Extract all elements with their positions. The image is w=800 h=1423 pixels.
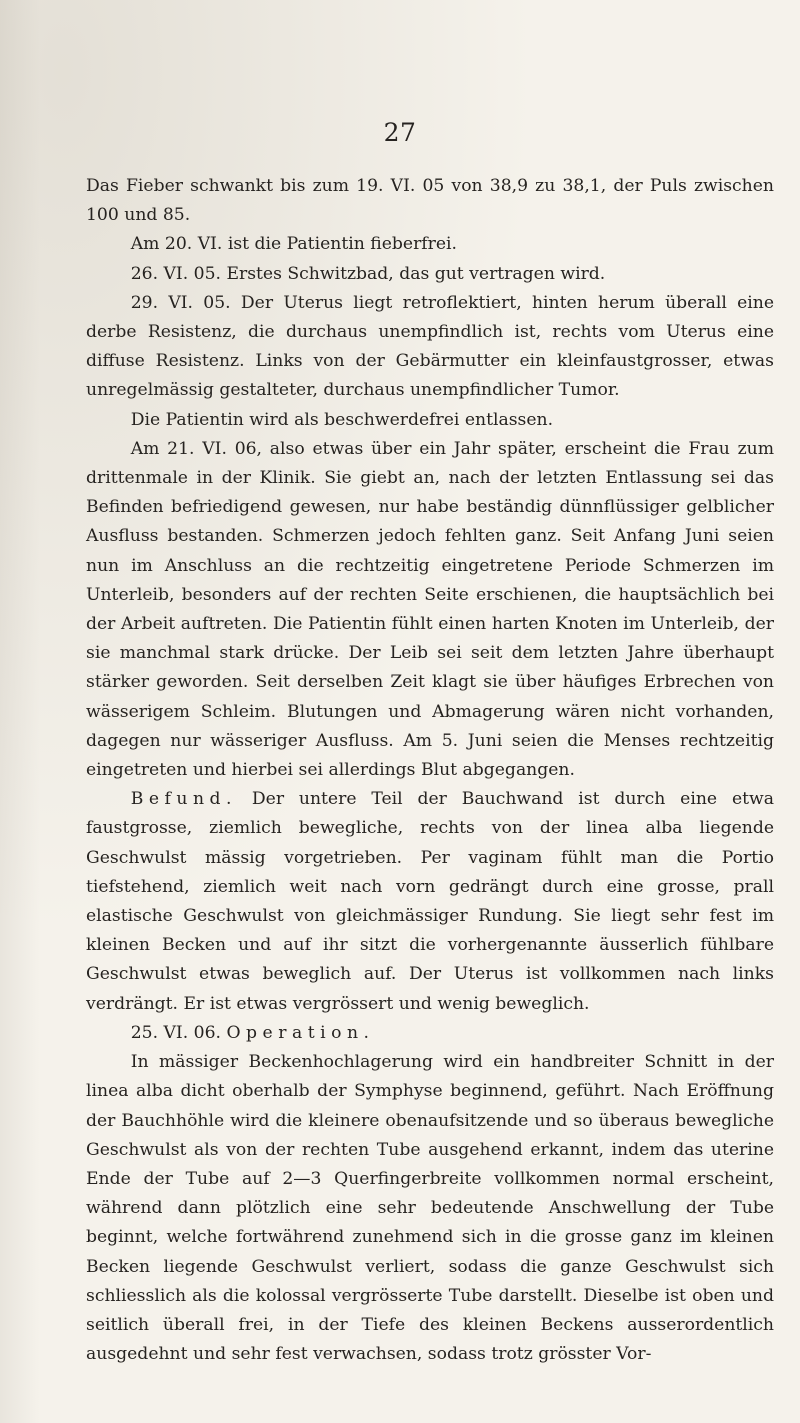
paragraph-text: Das Fieber schwankt bis zum 19. VI. 05 von 38,9 zu 38,1, der Puls zwischen 100 und 85. (86, 176, 774, 226)
paragraph-text: 29. VI. 05. Der Uterus liegt retroflektiert, hinten herum überall eine derbe Resistenz, die durchaus unempfindlich ist, rechts vom Uterus eine diffuse Resistenz. Links von der Gebärmutter ein kleinfaustgrosser, etwas unregelmässig gestalteter, durchaus unempfindlicher Tumor. (86, 292, 774, 401)
paragraph-schwitzbad (86, 260, 774, 289)
paragraph-uterus-befund (86, 289, 774, 406)
operation-date: 25. VI. 06. (130, 1022, 227, 1043)
paragraph-text: In mässiger Beckenhochlagerung wird ein handbreiter Schnitt in der linea alba dicht oberhalb der Symphyse beginnend, geführt. Nach Eröffnung der Bauchhöhle wird die kleinere obenaufsitzende und so überaus bewegliche Geschwulst als von der rechten Tube ausgehend erkannt, indem das uterine Ende der Tube auf 2—3 Querfingerbreite vollkommen normal erscheint, während dann plötzlich eine sehr bedeutende Anschwellung der Tube beginnt, welche fortwährend zunehmend sich in die grosse ganz im kleinen Becken liegende Geschwulst verliert, sodass die ganze Geschwulst sich schliesslich als die kolossal vergrösserte Tube darstellt. Dieselbe ist oben und seitlich überall frei, in der Tiefe des kleinen Beckens ausserordentlich ausgedehnt und sehr fest verwachsen, sodass trotz grösster Vor- (86, 1052, 774, 1365)
paragraph-text: Am 21. VI. 06, also etwas über ein Jahr später, erscheint die Frau zum drittenmale in der Klinik. Sie giebt an, nach der letzten Entlassung sei das Befinden befriedigend gewesen, nur habe beständig dünnflüssiger gelblicher Ausfluss bestanden. Schmerzen jedoch fehlten ganz. Seit Anfang Juni seien nun im Anschluss an die rechtzeitig eingetretene Periode Schmerzen im Unterleib, besonders auf der rechten Seite erschienen, die hauptsächlich bei der Arbeit auftreten. Die Patientin fühlt einen harten Knoten im Unterleib, der sie manchmal stark drücke. Der Leib sei seit dem letzten Jahre überhaupt stärker geworden. Seit derselben Zeit klagt sie über häufiges Erbrechen von wässerigem Schleim. Blutungen und Abmagerung wären nicht vorhanden, dagegen nur wässeriger Ausfluss. Am 5. Juni seien die Menses rechtzeitig eingetreten und hierbei sei allerdings Blut abgegangen. (86, 438, 774, 781)
paragraph-operation (86, 1048, 774, 1369)
paragraph-text: Die Patientin wird als beschwerdefrei entlassen. (130, 409, 554, 430)
section-heading-befund: Befund. (130, 789, 238, 810)
paragraph-text: 26. VI. 05. Erstes Schwitzbad, das gut vertragen wird. (130, 263, 606, 284)
paragraph-anamnese (86, 435, 774, 785)
paragraph-text: Am 20. VI. ist die Patientin fieberfrei. (130, 234, 457, 255)
paragraph-befund (86, 785, 774, 1019)
page-number: 27 (383, 118, 417, 147)
paragraph-text: Der untere Teil der Bauchwand ist durch eine etwa faustgrosse, ziemlich bewegliche, rechts von der linea alba liegende Geschwulst mässig vorgetrieben. Per vaginam fühlt man die Portio tiefstehend, ziemlich weit nach vorn gedrängt durch eine grosse, prall elastische Geschwulst von gleichmässiger Rundung. Sie liegt sehr fest im kleinen Becken und auf ihr sitzt die vorhergenannte äusserlich fühlbare Geschwulst etwas beweglich auf. Der Uterus ist vollkommen nach links verdrängt. Er ist etwas vergrössert und wenig beweglich. (86, 789, 774, 1014)
paragraph-operation-date (86, 1019, 774, 1048)
section-heading-operation: Operation. (226, 1022, 375, 1043)
paragraph-fieberfrei (86, 230, 774, 259)
paragraph-fieber (86, 172, 774, 230)
paragraph-entlassen (86, 406, 774, 435)
body-text (86, 172, 774, 1369)
